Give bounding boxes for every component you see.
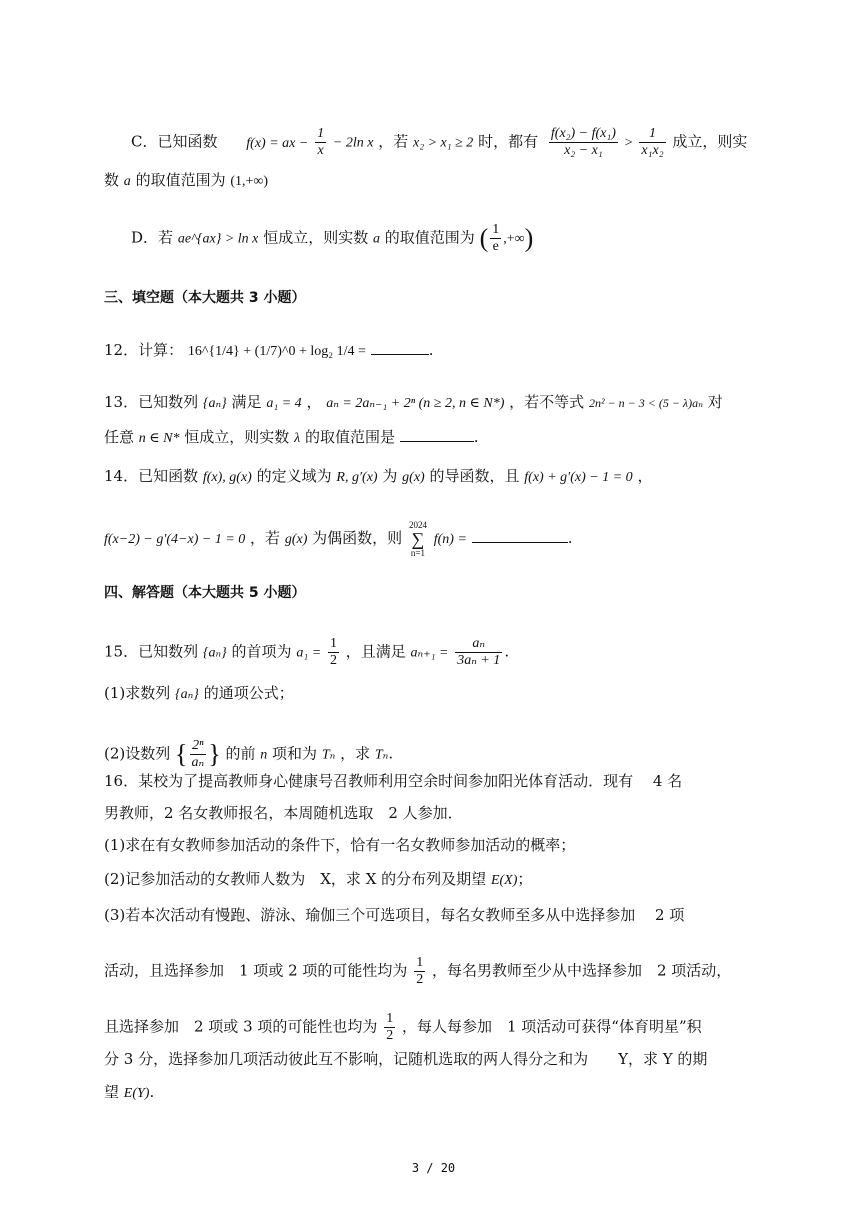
question-15-part2-text3: 项和为 <box>272 744 318 763</box>
question-16-part2-end: ； <box>517 870 533 888</box>
question-15-recurrence-fraction: $\frac{\text{aₙ}}{\text{3aₙ + 1}}$ <box>457 636 501 668</box>
question-15-brace-left: { <box>175 739 188 769</box>
question-15-sequence: {aₙ} <box>202 645 227 661</box>
question-15-part2 <box>104 738 393 771</box>
question-15-text1: 的首项为 <box>231 642 292 661</box>
question-16-expectation-y: E(Y) <box>123 1086 150 1101</box>
question-16-part3-line2 <box>104 955 731 988</box>
question-14-summation: 2024 ∑ n=1 <box>408 520 427 558</box>
option-d-range-tail: ,+∞ <box>503 231 525 247</box>
question-12-label: 12．计算： <box>104 341 184 359</box>
option-d-text2: 的取值范围为 <box>384 228 475 247</box>
question-15-part1 <box>104 683 294 705</box>
question-15-part2-text: (2)设数列 <box>104 744 171 763</box>
question-15-part2-Tn: Tₙ <box>321 747 336 763</box>
question-15-part1-text: (1)求数列 <box>104 684 171 702</box>
question-15-brace-right: } <box>208 739 221 769</box>
question-16-part3-line3 <box>104 1011 702 1044</box>
option-c-difference-quotient: $\frac{\text{f(x₂) − f(x₁)}}{\text{x₂ − x₁}}$ <box>550 126 616 158</box>
option-c-text4: 数 <box>104 171 120 189</box>
question-16-part3-text1: 活动，且选择参加 1 项或 2 项的可能性均为 <box>104 961 408 980</box>
option-d-range-fraction: $\frac{1}{e}$ <box>492 222 500 254</box>
question-15-half: $\frac{1}{2}$ <box>329 636 337 668</box>
question-12-end: . <box>428 341 434 359</box>
option-c-text3: 成立，则实 <box>672 132 748 151</box>
question-13-domain: n ∈ N* <box>138 431 180 446</box>
question-14-domain: R, g′(x) <box>336 470 378 485</box>
question-16-half-1: $\frac{1}{2}$ <box>416 955 424 987</box>
option-c-line1 <box>131 126 747 159</box>
option-c-text2: 时，都有 <box>478 132 539 151</box>
question-14-text1: 的定义域为 <box>256 467 332 485</box>
question-16-part3-text5: 望 <box>104 1083 120 1101</box>
option-d-inequality: ae^{ax} > ln x <box>177 231 259 247</box>
question-14-answer-blank[interactable] <box>472 528 568 543</box>
question-13-label: 13．已知数列 <box>104 393 199 411</box>
question-15-part2-fraction: $\frac{\text{2ⁿ}}{\text{aₙ}}$ <box>191 738 205 770</box>
question-15-text2: ，且满足 <box>345 642 406 661</box>
question-14-line1 <box>104 466 652 488</box>
question-14-equation2: f(x−2) − g′(4−x) − 1 = 0 <box>104 532 246 547</box>
question-13-lambda: λ <box>294 431 301 446</box>
question-12-expression: 16^{1/4} + (1/7)^0 + log₂ 1/4 = <box>187 344 366 359</box>
question-13-text2: ， <box>306 393 322 411</box>
question-16-part3-end: . <box>149 1083 155 1101</box>
question-15-part2-text4: ，求 <box>340 744 371 763</box>
option-c-var-a: a <box>123 174 131 189</box>
question-14-label: 14．已知函数 <box>104 467 199 485</box>
question-15-part2-end: . <box>388 744 394 763</box>
question-14-end: . <box>567 529 573 547</box>
question-13-text3: ，若不等式 <box>509 393 585 411</box>
option-c-condition: x₂ > x₁ ≥ 2 <box>413 135 474 151</box>
question-15-part2-n: n <box>260 747 268 763</box>
question-15-label: 15．已知数列 <box>104 642 199 661</box>
question-14-text4: ， <box>637 467 653 485</box>
question-16-expectation-x: E(X) <box>490 873 518 888</box>
question-12-answer-blank[interactable] <box>371 340 429 355</box>
question-14-functions: f(x), g(x) <box>202 470 252 485</box>
question-12 <box>104 340 433 362</box>
option-d-line <box>131 222 533 255</box>
question-15-part1-text2: 的通项公式； <box>203 684 294 702</box>
question-16-part2-text: (2)记参加活动的女教师人数为 X，求 X 的分布列及期望 <box>104 870 487 888</box>
question-15-part2-text2: 的前 <box>225 744 256 763</box>
question-16-half-2: $\frac{1}{2}$ <box>386 1011 394 1043</box>
question-14-text3: 的导函数，且 <box>429 467 520 485</box>
question-15-end: . <box>504 642 510 661</box>
question-13-answer-blank[interactable] <box>400 427 474 442</box>
question-16-part3-text2: ，每名男教师至少从中选择参加 2 项活动， <box>431 961 732 980</box>
option-c-label: C．已知函数 <box>131 132 218 151</box>
option-c-text: ，若 <box>378 132 409 151</box>
question-13-text6: 恒成立，则实数 <box>184 428 290 446</box>
question-14-text5: ，若 <box>250 529 281 547</box>
question-13-line2 <box>104 427 479 449</box>
question-16-part2 <box>104 869 532 891</box>
question-16-part1: (1)求在有女教师参加活动的条件下，恰有一名女教师参加活动的概率； <box>104 836 576 854</box>
question-13-text7: 的取值范围是 <box>304 428 395 446</box>
option-d-paren-right: ) <box>524 223 534 253</box>
question-13-line1 <box>104 392 723 414</box>
question-15-line1 <box>104 636 509 669</box>
question-16-part3-text4: ，每人每参加 1 项活动可获得“体育明星”积 <box>401 1017 702 1036</box>
option-c-gt: > <box>624 135 633 151</box>
section-4-heading: 四、解答题（本大题共 5 小题） <box>104 585 306 601</box>
question-14-equation1: f(x) + g′(x) − 1 = 0 <box>524 470 633 485</box>
option-d-var-a: a <box>372 231 380 247</box>
question-14-line2 <box>104 520 572 558</box>
question-15-part1-sequence: {aₙ} <box>175 687 199 702</box>
page-number: 3 / 20 <box>411 1161 456 1175</box>
option-c-log: − 2ln x <box>332 135 374 151</box>
option-d-paren-left: ( <box>479 223 489 253</box>
question-15-part2-Tn2: Tₙ <box>374 747 389 763</box>
option-d-label: D．若 <box>131 228 174 247</box>
option-c-line2 <box>104 170 268 192</box>
question-16-part3-line4: 分 3 分，选择参加几项活动彼此互不影响，记随机选取的两人得分之和为 Y，求 Y 的期 <box>104 1050 708 1068</box>
question-14-sum-body: f(n) = <box>433 532 467 547</box>
option-c-fraction: $\frac{1}{x}$ <box>317 126 325 158</box>
option-c-reciprocal: $\frac{1}{\text{x₁x₂}}$ <box>641 126 664 158</box>
question-16-line1: 16．某校为了提高教师身心健康号召教师利用空余时间参加阳光体育活动．现有 4 名 <box>104 772 683 790</box>
option-c-text5: 的取值范围为 <box>135 171 226 189</box>
question-15-initial: a₁ = <box>296 645 322 661</box>
option-d-text: 恒成立，则实数 <box>263 228 369 247</box>
option-c-range: (1,+∞) <box>230 174 269 189</box>
option-c-function: f(x) = ax − <box>246 135 309 151</box>
question-13-sequence: {aₙ} <box>202 396 227 411</box>
question-13-end: . <box>473 428 479 446</box>
question-13-initial: a₁ = 4 <box>266 396 302 411</box>
question-14-text2: 为 <box>382 467 398 485</box>
question-16-part3-line1: (3)若本次活动有慢跑、游泳、瑜伽三个可选项目，每名女教师至多从中选择参加 2 项 <box>104 906 685 924</box>
question-13-text4: 对 <box>707 393 723 411</box>
section-3-heading: 三、填空题（本大题共 3 小题） <box>104 290 306 306</box>
question-13-text1: 满足 <box>231 393 262 411</box>
question-13-recurrence: aₙ = 2aₙ₋₁ + 2ⁿ (n ≥ 2, n ∈ N*) <box>326 396 505 411</box>
question-16-part3-text3: 且选择参加 2 项或 3 项的可能性也均为 <box>104 1017 378 1036</box>
question-13-text5: 任意 <box>104 428 135 446</box>
question-14-gx2: g(x) <box>284 532 308 547</box>
question-16-part3-line5 <box>104 1082 154 1104</box>
question-13-inequality: 2n² − n − 3 < (5 − λ)aₙ <box>588 396 703 410</box>
question-16-line2: 男教师，2 名女教师报名，本周随机选取 2 人参加． <box>104 804 463 822</box>
question-14-gx: g(x) <box>402 470 425 485</box>
question-15-recurrence: aₙ₊₁ = <box>410 645 449 661</box>
question-14-text6: 为偶函数，则 <box>312 529 403 547</box>
